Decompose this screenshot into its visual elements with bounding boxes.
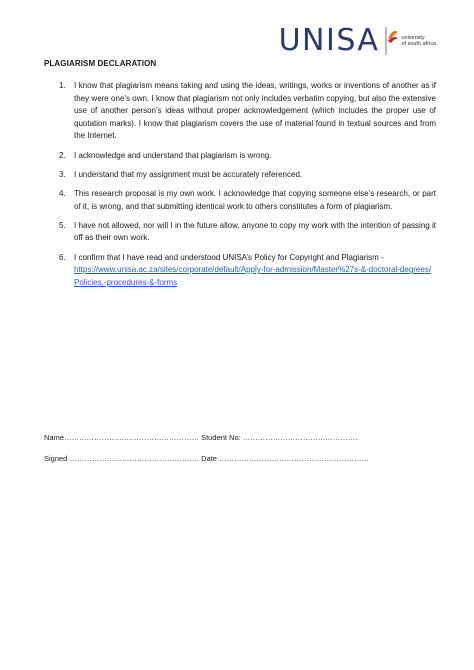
logo-subtitle xyxy=(401,35,436,48)
name-student-no-line: Name……………………………………………… Student No: ………………………………………. xyxy=(44,433,358,442)
logo-sub-line2: of south africa xyxy=(401,41,436,47)
policy-link[interactable]: https://www.unisa.ac.za/sites/corporate/default/Apply-for-admission/Master%27s-&-doctoral-degrees/Policies,-procedures-&-forms xyxy=(74,265,432,287)
item-text: This research proposal is my own work. I acknowledge that copying someone else’s research, or part of it, is wrong, and that submitting identical work to others constitutes a form of plagiarism. xyxy=(74,188,436,211)
item-number: 2. xyxy=(59,150,66,160)
list-item xyxy=(44,80,436,143)
logo-sub-line1: university xyxy=(401,34,425,41)
item-text: I acknowledge and understand that plagiarism is wrong. xyxy=(74,150,272,160)
item-text: I confirm that I have read and understood UNISA’s Policy for Copyright and Plagiarism - xyxy=(74,252,384,262)
unisa-logo xyxy=(279,24,436,58)
item-text: I understand that my assignment must be accurately referenced. xyxy=(74,169,303,179)
declaration-list xyxy=(44,80,436,296)
item-number: 3. xyxy=(59,169,66,179)
list-item xyxy=(44,169,436,182)
list-item xyxy=(44,220,436,245)
page-title: PLAGIARISM DECLARATION xyxy=(44,59,157,68)
item-text-block xyxy=(74,252,436,290)
list-item xyxy=(44,252,436,290)
signed-date-line: Signed ……………………………………………. Date …………………………………………………… xyxy=(44,454,370,463)
item-number: 5. xyxy=(59,220,66,230)
item-number: 6. xyxy=(59,252,66,262)
item-text: I know that plagiarism means taking and using the ideas, writings, works or inventions of another as if they were one’s own. I know that plagiarism not only includes verbatim copying, but also the extensive use of another person’s ideas without proper acknowledgement (which includes the proper use of quotation marks). I know that plagiarism covers the use of material found in textual sources and from the Internet. xyxy=(74,81,436,141)
logo-wordmark: UNISA xyxy=(278,23,380,58)
item-number: 4. xyxy=(59,188,66,198)
item-number: 1. xyxy=(59,81,66,90)
flame-icon xyxy=(385,26,399,56)
item-text: I have not allowed, nor will I in the future allow, anyone to copy my work with the intention of passing it off as their own work. xyxy=(74,220,436,243)
list-item xyxy=(44,150,436,163)
list-item xyxy=(44,188,436,213)
